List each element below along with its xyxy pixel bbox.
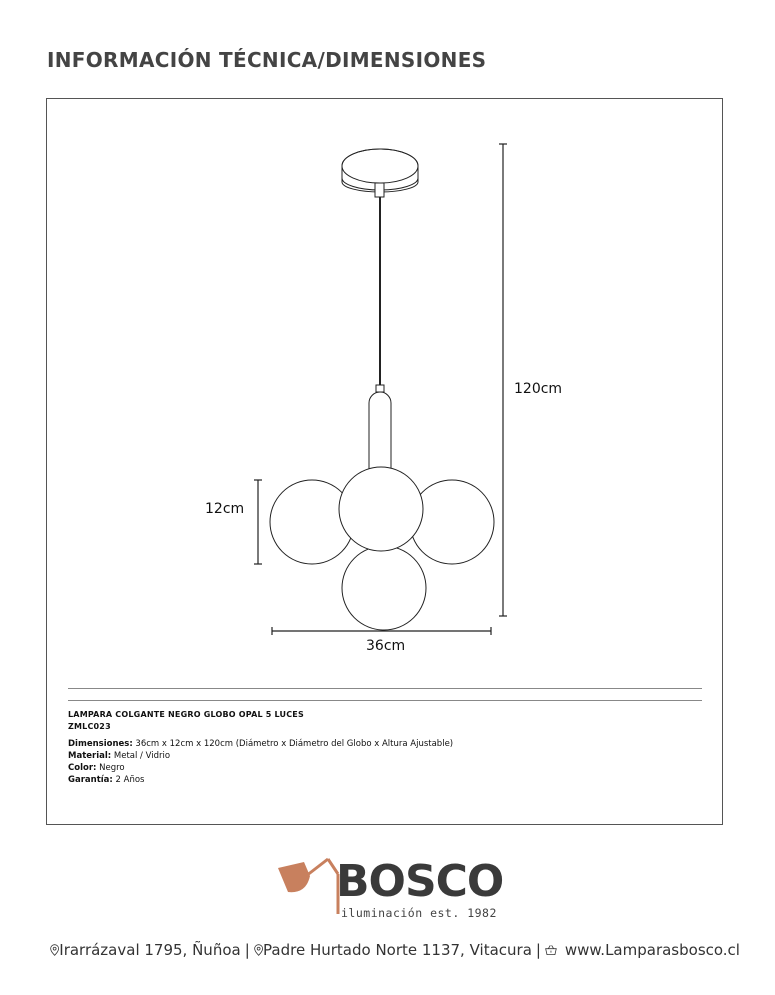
location-pin-icon xyxy=(254,941,263,959)
shopping-basket-icon xyxy=(545,942,557,958)
page-title: INFORMACIÓN TÉCNICA/DIMENSIONES xyxy=(47,48,487,72)
cord-connector xyxy=(376,385,384,392)
spec-row-color xyxy=(68,762,453,774)
brand-name: BOSCO xyxy=(336,856,504,907)
product-name: LAMPARA COLGANTE NEGRO GLOBO OPAL 5 LUCES xyxy=(68,710,304,719)
product-code: ZMLC023 xyxy=(68,722,111,731)
divider-line-bottom xyxy=(68,700,702,701)
spec-key: Material: xyxy=(68,751,112,761)
address-nunoa: Irarrázaval 1795, Ñuñoa xyxy=(59,941,241,959)
height-label: 120cm xyxy=(514,381,563,397)
footer-divider: | xyxy=(244,941,250,959)
glass-globes xyxy=(270,467,494,630)
globe-dimension xyxy=(254,480,262,564)
spec-row-material xyxy=(68,750,453,762)
website-link[interactable]: www.Lamparasbosco.cl xyxy=(564,941,740,959)
canopy-connector xyxy=(375,183,384,197)
address-vitacura: Padre Hurtado Norte 1137, Vitacura xyxy=(263,941,532,959)
divider-line-top xyxy=(68,688,702,689)
spec-row-warranty xyxy=(68,774,453,786)
globe-right xyxy=(410,480,494,564)
spec-key: Dimensiones: xyxy=(68,739,133,749)
brand-tagline: iluminación est. 1982 xyxy=(341,906,497,920)
spec-value: Negro xyxy=(96,763,125,773)
footer-bar xyxy=(50,941,740,959)
spec-row-dimensions xyxy=(68,738,453,750)
spec-block xyxy=(68,709,453,786)
spec-key: Color: xyxy=(68,763,97,773)
globe-label: 12cm xyxy=(205,501,245,517)
spec-value: 36cm x 12cm x 120cm (Diámetro x Diámetro del Globo x Altura Ajustable) xyxy=(132,739,454,749)
globe-center xyxy=(339,467,423,551)
footer-divider: | xyxy=(535,941,541,959)
spec-value: 2 Años xyxy=(112,775,145,785)
location-pin-icon xyxy=(50,941,59,959)
spec-value: Metal / Vidrio xyxy=(111,751,171,761)
globe-bottom xyxy=(342,546,426,630)
spec-key: Garantía: xyxy=(68,775,113,785)
width-label: 36cm xyxy=(366,638,406,654)
height-dimension xyxy=(499,144,507,616)
